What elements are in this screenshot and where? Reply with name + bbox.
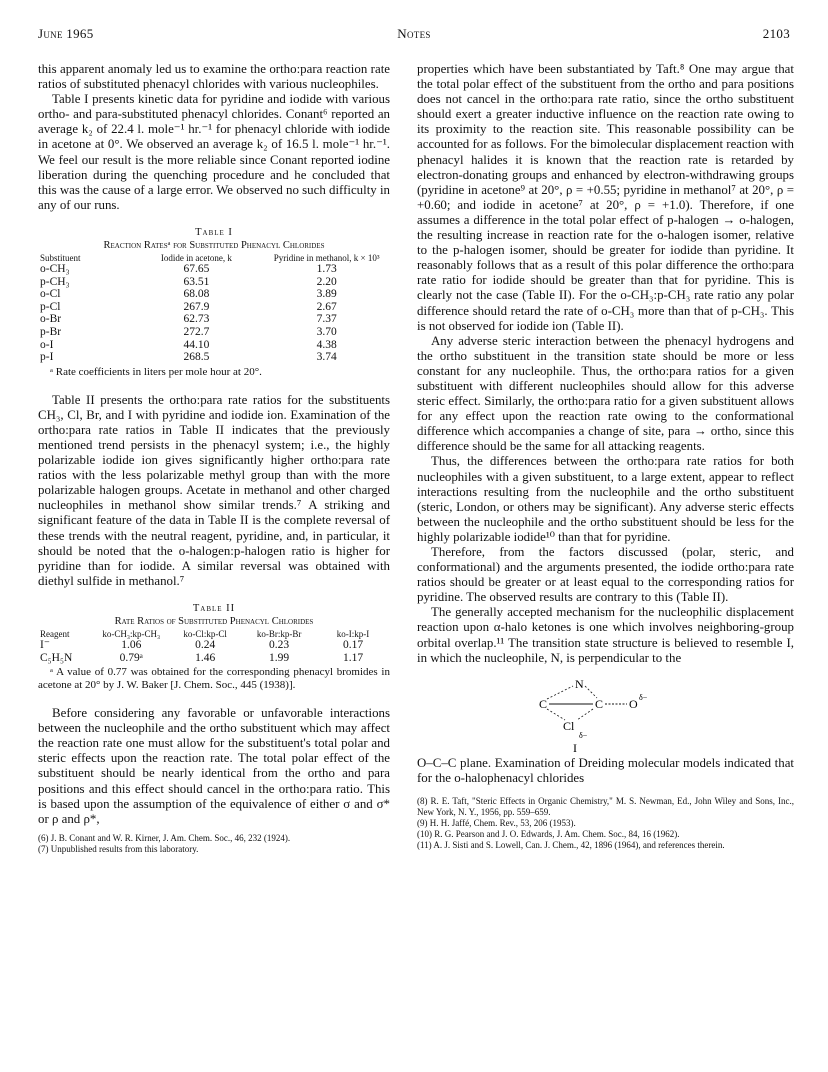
paragraph: Therefore, from the factors discussed (polar, steric, and conformational) and the arguments presented, the iodide ortho:para rate ratios should be greater or at least equal to the corresponding ratios for pyridine. The observed results are contrary to this (Table II). bbox=[417, 545, 794, 605]
table-footnote: ᵃ A value of 0.77 was obtained for the corresponding phenacyl bromides in acetone at 20° by J. W. Baker [J. Chem. Soc., 445 (1938)]. bbox=[38, 666, 390, 692]
table-label: Table II bbox=[192, 602, 236, 614]
atom-c2: C bbox=[595, 696, 604, 711]
row-label-cell: p-CH₃ bbox=[40, 275, 70, 288]
data-table bbox=[38, 253, 390, 364]
column-header: ko-CH₃:kp-CH₃ bbox=[102, 628, 161, 639]
footnote: (10) R. G. Pearson and J. O. Edwards, J. Am. Chem. Soc., 84, 16 (1962). bbox=[417, 828, 680, 839]
column-header: Pyridine in methanol, k × 10³ bbox=[273, 252, 380, 263]
row-label-cell: o-Cl bbox=[40, 288, 61, 301]
value-cell: 272.7 bbox=[183, 325, 210, 338]
structure-label: I bbox=[573, 740, 577, 755]
bond-c1-cl bbox=[547, 709, 565, 720]
table-row bbox=[38, 351, 390, 364]
paragraph: Table II presents the ortho:para rate ratios for the substituents CH₃, Cl, Br, and I with pyridine and iodide ion. Examination of the ortho:para rate ratios in Table II indicates that the previously mentioned trend persists in the phenacyl system; i.e., the highly polarizable iodide ion gives significantly higher ortho:para rate ratios with the less polarizable methyl group than with the more polarizable halogen groups. Acetate in methanol and other charged nucleophiles in methanol show similar trends.⁷ A striking and significant feature of the data in Table II is the complete reversal of these trends with the neutral reagent, pyridine, and, in particular, it should be noted that the o-halogen:p-halogen ratio is higher for pyridine than for iodide. A similar reversal was obtained with diethyl sulfide in methanol.⁷ bbox=[38, 392, 390, 588]
value-cell: 267.9 bbox=[183, 300, 210, 313]
value-cell: 62.73 bbox=[183, 313, 210, 326]
table-row bbox=[38, 276, 390, 289]
value-cell: 1.46 bbox=[195, 651, 216, 664]
bond-n-c1 bbox=[547, 686, 573, 699]
value-cell: 4.38 bbox=[316, 338, 337, 351]
value-cell: 67.65 bbox=[183, 262, 210, 275]
table-row bbox=[38, 652, 390, 665]
table-row bbox=[38, 263, 390, 276]
table-row bbox=[38, 288, 390, 301]
value-cell: 3.70 bbox=[316, 325, 337, 338]
footnote: (7) Unpublished results from this laboratory. bbox=[38, 843, 199, 854]
table-2 bbox=[38, 603, 390, 692]
value-cell: 1.06 bbox=[121, 638, 142, 651]
page-number: 2103 bbox=[762, 26, 790, 41]
atom-c1: C bbox=[539, 696, 548, 711]
paragraph: Thus, the differences between the ortho:para rate ratios for both nucleophiles with a given substituent, to a large extent, appear to reflect interactions resulting from the nucleophile and the ortho substituent (steric, London, or others may be significant). Any adverse steric effects between the nucleophile and the ortho substituent should be less for the highly polarizable iodide¹⁰ than that for pyridine. bbox=[417, 454, 794, 544]
row-label-cell: p-Cl bbox=[40, 300, 61, 313]
row-label-cell: p-Br bbox=[40, 325, 62, 338]
value-cell: 1.17 bbox=[342, 651, 364, 664]
value-cell: 1.73 bbox=[316, 262, 337, 275]
data-table bbox=[38, 629, 390, 664]
table-title: Rate Ratios of Substituted Phenacyl Chlorides bbox=[114, 615, 314, 627]
footnotes bbox=[417, 796, 794, 851]
column-header: Substituent bbox=[40, 252, 81, 263]
column-header: ko-Br:kp-Br bbox=[256, 628, 302, 639]
column-header: ko-Cl:kp-Cl bbox=[183, 628, 227, 639]
table-footnote: ᵃ Rate coefficients in liters per mole hour at 20°. bbox=[50, 365, 262, 378]
structure-drawing bbox=[497, 672, 717, 756]
value-cell: 63.51 bbox=[183, 275, 210, 288]
footnote: (8) R. E. Taft, "Steric Effects in Organic Chemistry," M. S. Newman, Ed., John Wiley and Sons, Inc., New York, N. Y., 1956, pp. 559–659. bbox=[417, 795, 794, 817]
footnotes bbox=[38, 833, 390, 855]
charge-o: δ− bbox=[639, 692, 648, 702]
row-label-cell: o-I bbox=[40, 338, 54, 351]
column-header: Iodide in acetone, k bbox=[160, 252, 232, 263]
running-header-date: June 1965 bbox=[38, 26, 94, 41]
value-cell: 2.20 bbox=[316, 275, 337, 288]
value-cell: 1.99 bbox=[269, 651, 290, 664]
table-row bbox=[38, 339, 390, 352]
charge-cl: δ− bbox=[579, 730, 588, 740]
paragraph: Table I presents kinetic data for pyridine and iodide with various ortho- and para-substituted phenacyl chlorides. Conant⁶ reported an average k₂ of 22.4 l. mole⁻¹ hr.⁻¹ for phenacyl chloride with iodide in acetone at 0°. We observed an average k₂ of 16.5 l. mole⁻¹ hr.⁻¹. We feel our result is the more reliable since Conant reported iodine liberation during the quenching procedure and he concluded that this was the cause of a large error. We observed no such difficulty in any of our runs. bbox=[38, 92, 390, 212]
table-row bbox=[38, 313, 390, 326]
right-column bbox=[417, 62, 794, 851]
table-title: Reaction Ratesᵃ for Substituted Phenacyl Chlorides bbox=[103, 239, 325, 251]
paragraph: Any adverse steric interaction between the phenacyl hydrogens and the ortho substituent in the transition state should be more or less constant for any nucleophile. Thus, the ortho:para ratios for a given substituent with different nucleophiles should allow for this adverse steric effect. Similarly, the ortho:para ratio for a given substituent allows for any effect upon the reaction rate owing to the conformational difference which accompanies a change of site, para → ortho, since this difference should be the same for all attacking reagents. bbox=[417, 333, 794, 454]
value-cell: 7.37 bbox=[316, 313, 337, 326]
column-header: Reagent bbox=[40, 628, 70, 639]
atom-cl: Cl bbox=[563, 718, 575, 733]
atom-n: N bbox=[575, 676, 584, 691]
bond-c2-cl bbox=[577, 709, 593, 720]
row-label-cell: o-CH₃ bbox=[40, 262, 70, 275]
value-cell: 3.74 bbox=[316, 351, 337, 364]
value-cell: 0.17 bbox=[342, 638, 364, 651]
left-column bbox=[38, 62, 390, 855]
transition-state-structure bbox=[417, 672, 794, 756]
value-cell: 0.79ᵃ bbox=[119, 651, 143, 664]
paragraph: The generally accepted mechanism for the nucleophilic displacement reaction upon α-halo ketones is one which involves neighboring-group orbital overlap.¹¹ The transition state structure is believed to resemble I, in which the nucleophile, N, is perpendicular to the bbox=[417, 605, 794, 665]
paragraph: this apparent anomaly led us to examine the ortho:para reaction rate ratios of substituted phenacyl chlorides with various nucleophiles. bbox=[38, 62, 390, 92]
paragraph: O–C–C plane. Examination of Dreiding molecular models indicated that for the o-halophenacyl chlorides bbox=[417, 755, 794, 785]
row-label-cell: C₅H₅N bbox=[40, 651, 73, 664]
footnote: (6) J. B. Conant and W. R. Kirner, J. Am. Chem. Soc., 46, 232 (1924). bbox=[38, 832, 291, 843]
value-cell: 268.5 bbox=[183, 351, 210, 364]
table-1 bbox=[38, 227, 390, 379]
footnote: (9) H. H. Jaffé, Chem. Rev., 53, 206 (1953). bbox=[417, 817, 576, 828]
row-label-cell: o-Br bbox=[40, 313, 62, 326]
value-cell: 3.89 bbox=[316, 288, 337, 301]
footnote: (11) A. J. Sisti and S. Lowell, Can. J. Chem., 42, 1896 (1964), and references therein. bbox=[417, 839, 725, 850]
value-cell: 2.67 bbox=[316, 300, 337, 313]
value-cell: 0.24 bbox=[195, 638, 216, 651]
paragraph: properties which have been substantiated by Taft.⁸ One may argue that the total polar effect of the substituent from the ortho and para positions does not cancel in the ortho:para rate ratio, since the ortho substituent should exert a greater inductive influence on the reaction rate owing to its proximity to the reaction site. This reasonable possibility can be accounted for as follows. For the bimolecular displacement reaction with phenacyl halides it is known that the reaction rate is retarded by electron-donating groups and enhanced by electron-withdrawing groups (pyridine in acetone⁹ at 20°, ρ = +0.55; pyridine in methanol⁷ at 20°, ρ = +0.60; and iodide in acetone⁷ at 20°, ρ = +1.0). Therefore, if one assumes a difference in the total polar effect of p-halogen → o-halogen, the resulting increase in reaction rate for the o-halogen isomer, relative to the p-halogen isomer, should be greater for iodide than pyridine. It reasonably follows that as a result of this polar difference the ortho:para rate ratio for iodide should be greater than that for pyridine. This is clearly not the case (Table II). For the o-CH₃:p-CH₃ rate ratio any polar difference should retard the rate of o-CH₃ more than that of p-CH₃. This is not observed for iodide ion (Table II). bbox=[417, 62, 794, 333]
table-row bbox=[38, 301, 390, 314]
table-label: Table I bbox=[195, 226, 233, 238]
table-row bbox=[38, 639, 390, 652]
atom-o: O bbox=[629, 696, 638, 711]
value-cell: 44.10 bbox=[183, 338, 210, 351]
column-header: ko-I:kp-I bbox=[336, 628, 370, 639]
value-cell: 68.08 bbox=[183, 288, 210, 301]
row-label-cell: p-I bbox=[40, 351, 54, 364]
value-cell: 0.23 bbox=[269, 638, 290, 651]
running-header-section: Notes bbox=[397, 26, 431, 41]
paragraph: Before considering any favorable or unfavorable interactions between the nucleophile and the ortho substituent which may affect the reaction rate one must allow for the substituent's total polar and steric effects upon the reaction rate. The total polar effect of the substituent should be nearly identical from the ortho and para positions and this effect should cancel in the ortho:para ratio. This is based upon the assumption of the equivalence of either σ and σ* or ρ and ρ*, bbox=[38, 706, 390, 826]
row-label-cell: I⁻ bbox=[40, 638, 50, 651]
table-row bbox=[38, 326, 390, 339]
